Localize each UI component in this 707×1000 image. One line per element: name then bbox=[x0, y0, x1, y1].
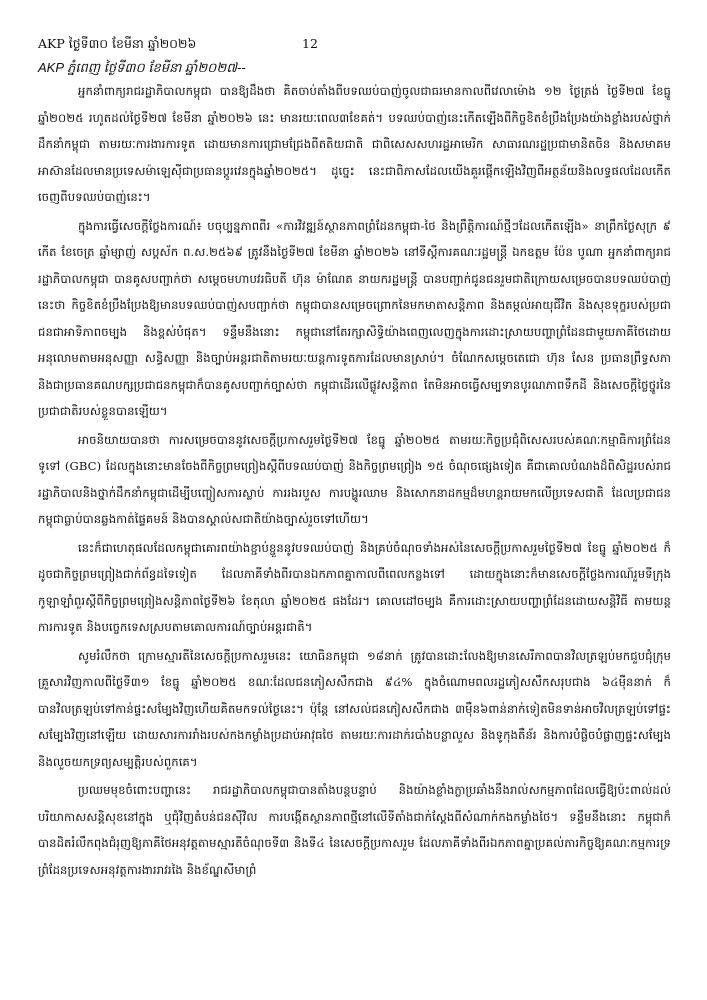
paragraph-3: អាចនិយាយបានថា ការសម្រេចបាននូវសេចក្តីប្រកាសរួមថ្ងៃទី២៧ ខែធ្នូ ឆ្នាំ២០២៥ តាមរយៈកិច្ចប្រជុំពិសេសរបស់គណៈកម្មាធិការព្រំដែនទូទៅ (GBC) ដែលក្នុងនោះមានចែងពីកិច្ចព្រមព្រៀងស្តីពីបទឈប់បាញ់ និងកិច្ចព្រមព្រៀង ១៥ ចំណុចផ្សេងទៀត គឺជាគោលបំណងដ៏ពិសិដ្ឋរបស់រាជរដ្ឋាភិបាលនិងថ្នាក់ដឹកនាំកម្ពុជាដើម្បីបញ្ចៀសការស្លាប់ ការរងរបួស ការបង្ហូរឈាម និងសោកនាដកម្មដ៏មហន្តរាយមកលើប្រទេសជាតិ ដែលប្រជាជនកម្ពុជាធ្លាប់បានឆ្លងកាត់ផ្ទៃគមន៍ និងបានស្គាល់សជាតិយ៉ាងច្បាស់រួចទៅហើយ។ bbox=[38, 432, 671, 526]
paragraph-6: ប្រឈមមុខចំពោះបញ្ហានេះ រាជរដ្ឋាភិបាលកម្ពុជាបានតាំងបន្តបន្ទាប់ និងយ៉ាងខ្លាំងក្លាប្រឆាំងនឹងរាល់សកម្មភាពដែលធ្វើឱ្យប៉ះពាល់ដល់បរិយាកាសសន្តិសុខនៅក្នុង ឬជុំវិញតំបន់ជនស៊ីវិល ការបង្កើតស្ថានភាពថ្មីនៅលើទីតាំងជាក់ស្តែងពីសំណាក់កងកម្លាំងថៃ។ ទន្ទឹមនឹងនោះ កម្ពុជាក៏បានដិតរំលឹកពុងជំរុញឱ្យភាគីថៃអនុវត្តតាមស្មារតីចំណុចទី៣ និងទី៤ នៃសេចក្តីប្រកាសរួម ដែលភាគីទាំងពីរឯកភាពគ្នាប្រគល់ភារកិច្ចឱ្យគណៈកម្មការទ្រព្រំដែនប្រទេសអនុវត្តការងាររាវរងៃ និងខ័ណ្ឌសីមាព្រំ bbox=[38, 783, 671, 877]
paragraph-1: អ្នកនាំពាក្យរាជរដ្ឋាភិបាលកម្ពុជា បានឱ្យដឹងថា គិតចាប់តាំងពីបទឈប់បាញ់ចូលជាធរមានកាលពីវេលាម៉ោង ១២ ថ្ងៃត្រង់ ថ្ងៃទី២៧ ខែធ្នូ ឆ្នាំ២០២៥ រហូតដល់ថ្ងៃទី២៧ ខែមីនា ឆ្នាំ២០២៦ នេះ មានរយៈពេល៣ខែគត់។ បទឈប់បាញ់នេះកើតឡើងពីកិច្ចខិតខំប្រឹងប្រែងយ៉ាងខ្លាំងរបស់ថ្នាក់ដឹកនាំកម្ពុជា តាមរយៈការងារការទូត ដោយមានការជ្រោមជ្រែងពីតតិយជាតិ ជាពិសេសសហរដ្ឋអាមេរិក សាធារណរដ្ឋប្រជាមានិតចិន និងសមាគមអាស៊ានដែលមានប្រទេសម៉ាឡេស៊ីជាប្រធានប្តូរវេនក្នុងឆ្នាំ២០២៥។ ដូច្នេះ នេះជាពិភាសដែលយើងគួរផ្តើកឡើងវិញពីអត្ថន័យនិងលទ្ធផលដែលកើតចេញពីបទឈប់បាញ់នេះ។ bbox=[38, 84, 671, 204]
paragraph-5: សូមរំលឹកថា ក្រោមស្មារតីនៃសេចក្តីប្រកាសរួមនេះ យោធិនកម្ពុជា ១៨នាក់ ត្រូវបានដោះលែងឱ្យមានសេរីភាពបានវិលត្រឡប់មកជួបជុំក្រុមគ្រួសារវិញកាលពីថ្ងៃទី៣១ ខែធ្នូ ឆ្នាំ២០២៥ ខណៈដែលជនភៀសសឹកជាង ៩៤% ក្នុងចំណោមពលរដ្ឋភៀសសឹកសរុបជាង ៦៤ម៉ឺននាក់ ក៏បានវិលត្រឡប់ទៅកាន់ផ្ទះសម្បែងវិញហើយគិតមកទល់ថ្ងៃនេះ។ ប៉ុន្តែ នៅសល់ជនភៀសសឹកជាង ៣ម៉ឺន៦ពាន់នាក់ទៀតមិនទាន់អាចវិលត្រឡប់ទៅផ្ទះសម្បែងវិញនៅឡើយ ដោយសារការរាំងរបស់កងកម្លាំងប្រដាប់អាវុធថៃ តាមរយៈការដាក់របាំងបន្លាលួស និងទូកុងតឺន័រ និងការបំផ្លិចបំផ្លាញផ្ទះសម្បែង និងលួចយកទ្រព្យសម្បត្តិរបស់ពួកគេ។ bbox=[38, 648, 671, 769]
header-source-date: AKP ថ្ងៃទី៣០ ខែមីនា ឆ្នាំ២០២៦ bbox=[38, 36, 197, 51]
page-header bbox=[38, 34, 671, 54]
paragraph-4: នេះក៏ជាហេតុផលដែលកម្ពុជាគោរពយ៉ាងខ្ជាប់ខ្ជួននូវបទឈប់បាញ់ និងគ្រប់ចំណុចទាំងអស់នៃសេចក្តីប្រកាសរួមថ្ងៃទី២៧ ខែធ្នូ ឆ្នាំ២០២៥ ក៏ដូចជាកិច្ចព្រមព្រៀងជាក់ព័ន្ធដទៃទៀត ដែលភាគីទាំងពីរបានឯកភាពគ្នាកាលពីពេលកន្លងទៅ ដោយក្នុងនោះក៏មានសេចក្តីថ្លែងការណ៍រួមទីក្រុងកូឡាឡាំពួរស្តីពីកិច្ចព្រមព្រៀងសន្តិភាពថ្ងៃទី២៦ ខែតុលា ឆ្នាំ២០២៥ ផងដែរ។ គោលដៅចម្បង គឺការដោះស្រាយបញ្ហាព្រំដែនដោយសន្តិវិធី តាមយន្តការការទូត និងបច្ចេកទេសស្របតាមគោលការណ៍ច្បាប់អន្តរជាតិ។ bbox=[38, 540, 671, 634]
paragraph-2: ក្នុងការធ្វើសេចក្តីថ្លែងការណ៍៖ បចុប្បន្នភាពពីរ «ការវិវឌ្ឍន៍ស្ថានភាពព្រំដែនកម្ពុជា-ថៃ និងព្រឹត្តិការណ៍ថ្មីៗដែលកើតឡើង» នាព្រឹកថ្ងៃសុក្រ ៩ កើត ខែចេត្រ ឆ្នាំម្សាញ់ សប្តស័ក ព.ស.២៥៦៩ ត្រូវនឹងថ្ងៃទី២៧ ខែមីនា ឆ្នាំ២០២៦ នៅទីស្តីការគណៈរដ្ឋមន្ត្រី ឯកឧត្តម ប៉ែន បូណា អ្នកនាំពាក្យរាជរដ្ឋាភិបាលកម្ពុជា បានគូសបញ្ជាក់ថា សម្តេចមហាបវរធិបតី ហ៊ុន ម៉ាណែត នាយករដ្ឋមន្ត្រី បានបញ្ជាក់ជូនជនរួមជាតិក្រោយសម្រេចបានបទឈប់បាញ់នេះថា កិច្ចខិតខំប្រឹងប្រែងឱ្យមានបទឈប់បាញ់សបញ្ជាក់ថា កម្ពុជាបានសម្រេចព្រោកនៃមកមាតាសន្តិភាព និងតម្កល់អាយុជីវិត និងសុខទុក្ខរបស់ប្រជាជនជាអាទិភាពចម្បង និងខ្ពស់បំផុត។ ទន្ទឹមនឹងនោះ កម្ពុជានៅតែរក្សាសិទ្ធិយ៉ាងពេញលេញក្នុងការដោះស្រាយបញ្ហាព្រំដែនជាមួយភាគីថៃដោយអនុលោមតាមអនុសញ្ញា សន្ធិសញ្ញា និងច្បាប់អន្តរជាតិតាមរយៈយន្តការទូតការដែលមានស្រាប់។ ចំណែកសម្តេចតេជោ ហ៊ុន សែន ប្រធានព្រឹទ្ធសភា និងជាប្រធានគណបក្សប្រជាជនកម្ពុជាក៏បានគូសបញ្ជាក់ច្បាស់ថា កម្ពុជាដើរលើផ្លូវសន្តិភាព តែមិនអាចធ្វើសម្បទានបូរណភាពទឹកដី និងសេចក្តីថ្លៃថ្នូរនៃប្រជាជាតិរបស់ខ្លួនបានឡើយ។ bbox=[38, 218, 671, 418]
page-number: 12 bbox=[302, 36, 318, 51]
article-dateline: AKP ភ្នំពេញ ថ្ងៃទី៣០ ខែមីនា ឆ្នាំ២០២៧-- bbox=[38, 60, 246, 75]
